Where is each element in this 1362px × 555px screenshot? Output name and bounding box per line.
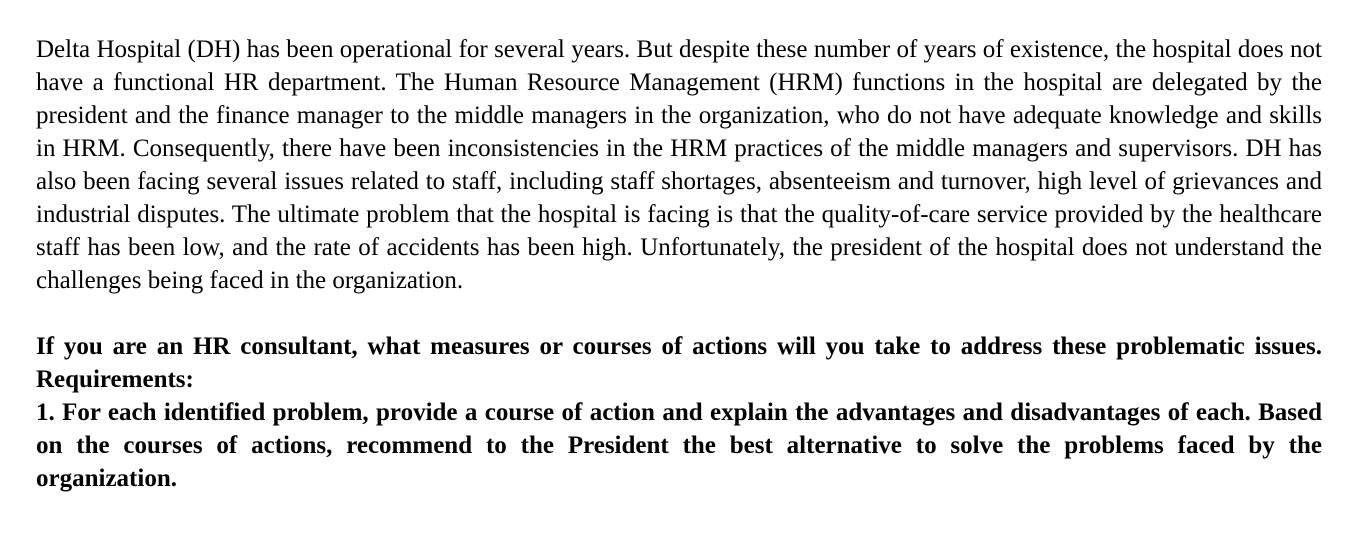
question-paragraph: If you are an HR consultant, what measures or courses of actions will you take to address these problematic issues. Requirements: <box>36 333 1322 393</box>
document-body <box>36 33 1322 495</box>
requirement-item: 1. For each identified problem, provide a course of action and explain the advantages and disadvantages of each. Based on the courses of actions, recommend to the President the best alternative to solve the problems faced by the organization. <box>36 399 1322 492</box>
case-paragraph: Delta Hospital (DH) has been operational for several years. But despite these number of years of existence, the hospital does not have a functional HR department. The Human Resource Management (HRM) functions in the hospital are delegated by the president and the finance manager to the middle managers in the organization, who do not have adequate knowledge and skills in HRM. Consequently, there have been inconsistencies in the HRM practices of the middle managers and supervisors. DH has also been facing several issues related to staff, including staff shortages, absenteeism and turnover, high level of grievances and industrial disputes. The ultimate problem that the hospital is facing is that the quality-of-care service provided by the healthcare staff has been low, and the rate of accidents has been high. Unfortunately, the president of the hospital does not understand the challenges being faced in the organization. <box>36 36 1322 294</box>
